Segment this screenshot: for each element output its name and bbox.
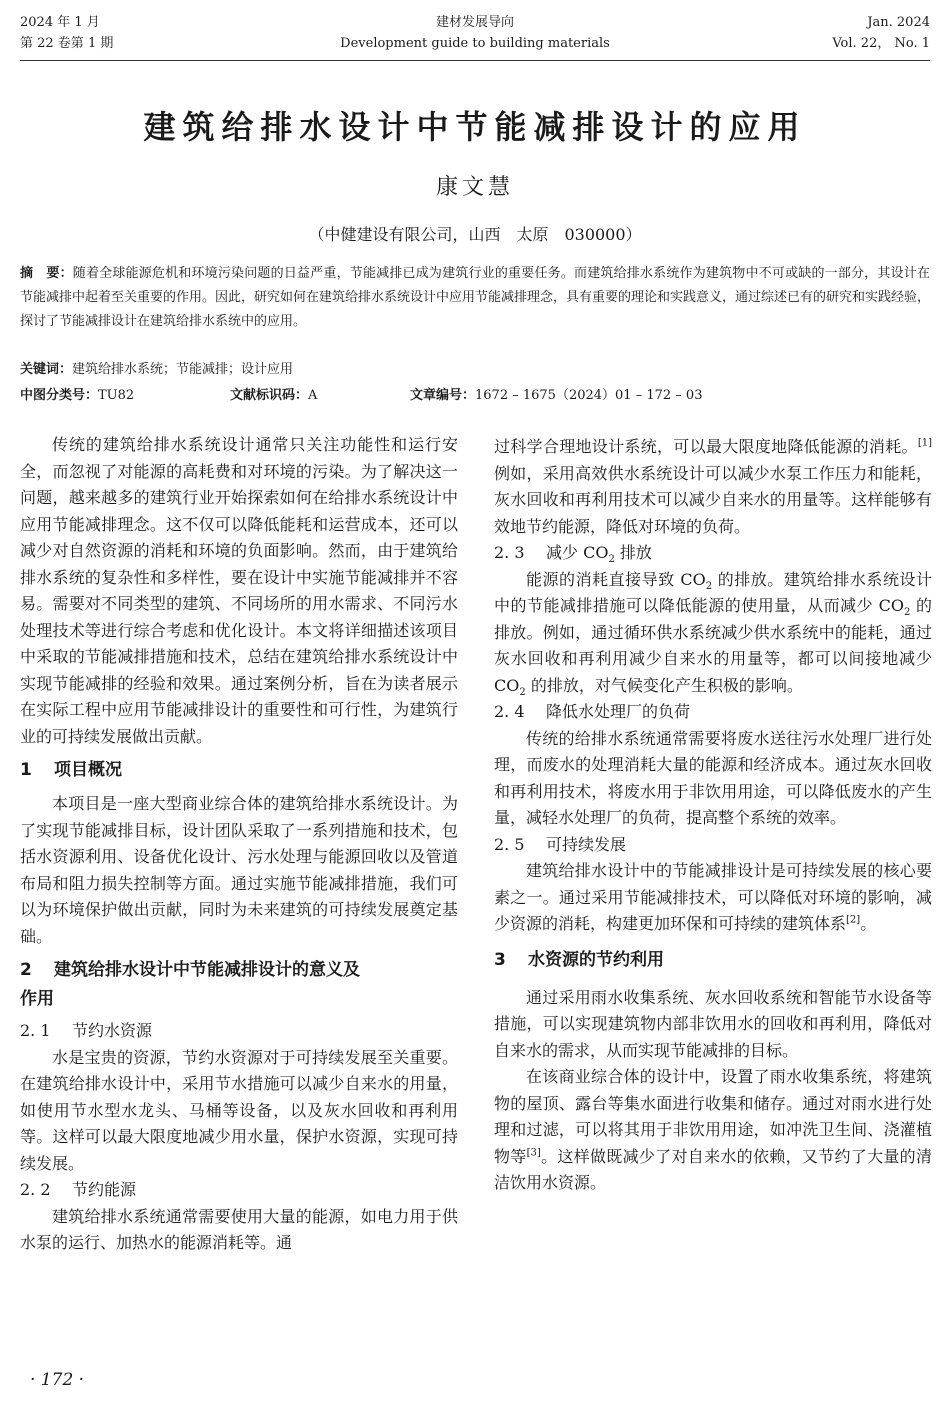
- s23-text-b: 的排放。建筑给排水系统设计中的节能减排措施可以降低能源的使用量，从而减少 CO: [494, 569, 932, 615]
- citation-3: [3]: [526, 1147, 541, 1159]
- section-3-title: 水资源的节约利用: [528, 949, 664, 970]
- section-2-title-line1: 建筑给排水设计中节能减排设计的意义及: [54, 960, 360, 980]
- s23-text-c: 的排放。例如，通过循环供水系统减少供水系统中的能耗，通过灰水回收和再利用减少自来水的用量等，都可以间接地减少 CO: [494, 596, 932, 695]
- keywords: [20, 359, 293, 381]
- header-divider: [20, 60, 930, 61]
- s23-title-a: 减少 CO: [546, 543, 609, 562]
- article-number-label: 文章编号：: [410, 388, 476, 403]
- section-2-2-paragraph-start: 建筑给排水系统通常需要使用大量的能源，如电力用于供水泵的运行、加热水的能源消耗等。通: [20, 1206, 458, 1252]
- section-2-3-number: 2. 3: [494, 543, 525, 562]
- header-date-cn: 2024 年 1 月: [20, 15, 100, 30]
- section-2-4-heading: [494, 699, 932, 726]
- right-column: [494, 434, 932, 1197]
- document-code: [230, 385, 317, 407]
- s23-text-a: 能源的消耗直接导致 CO: [526, 569, 706, 589]
- header-right: [832, 12, 930, 54]
- co2-subscript: 2: [705, 580, 713, 592]
- abstract-text: 随着全球能源危机和环境污染问题的日益严重，节能减排已成为建筑行业的重要任务。而建筑给排水系统作为建筑物中不可或缺的一部分，其设计在节能减排中起着至关重要的作用。因此，研究如何在建筑给排水系统设计中应用节能减排理念，具有重要的理论和实践意义，通过综述已有的研究和实践经验，探讨了节能减排设计在建筑给排水系统中的应用。: [20, 266, 931, 329]
- keywords-text: 建筑给排水系统；节能减排；设计应用: [72, 362, 294, 377]
- section-1-number: 1: [20, 760, 32, 780]
- co2-subscript: 2: [519, 686, 526, 698]
- co2-subscript: 2: [608, 554, 615, 566]
- journal-name-cn: 建材发展导向: [435, 15, 514, 30]
- author-affiliation: （中健建设有限公司，山西 太原 030000）: [308, 225, 642, 244]
- section-2-heading: [20, 956, 458, 1014]
- header-center: [20, 12, 930, 54]
- page-number: · 172 ·: [30, 1370, 85, 1390]
- section-2-3-heading: [494, 540, 932, 567]
- section-3-number: 3: [494, 949, 506, 970]
- left-column: [20, 432, 458, 1257]
- section-2-number: 2: [20, 960, 32, 980]
- section-2-4-paragraph: 传统的给排水系统通常需要将废水送往污水处理厂进行处理，而废水的处理消耗大量的能源和经济成本。通过灰水回收和再利用技术，将废水用于非饮用用途，可以降低废水的产生量，减轻水处理厂的负荷，提高整个系统的效率。: [494, 728, 932, 827]
- section-3-paragraph-2: [494, 1064, 932, 1197]
- section-2-5-paragraph: [494, 858, 932, 938]
- article-title: 建筑给排水设计中节能减排设计的应用: [143, 108, 807, 146]
- s3-text-end: 。这样做既减少了对自来水的依赖，又节约了大量的清洁饮用水资源。: [494, 1146, 932, 1192]
- section-2-2-heading: [20, 1177, 458, 1204]
- section-2-5-title: 可持续发展: [546, 834, 627, 854]
- section-2-5-heading: [494, 832, 932, 859]
- author-name: 康文慧: [435, 175, 514, 200]
- section-1-heading: [20, 756, 458, 785]
- section-1-title: 项目概况: [54, 760, 122, 780]
- s3-text: 在该商业综合体的设计中，设置了雨水收集系统，将建筑物的屋顶、露台等集水面进行收集和储存。通过对雨水进行处理和过滤，可以将其用于非饮用用途，如冲洗卫生间、浇灌植物等: [494, 1067, 932, 1166]
- section-3-paragraph-1: 通过采用雨水收集系统、灰水回收系统和智能节水设备等措施，可以实现建筑物内部非饮用水的回收和再利用，降低对自来水的需求，从而实现节能减排的目标。: [494, 987, 932, 1060]
- section-3-heading: [494, 946, 932, 975]
- doc-code-value: A: [308, 388, 318, 403]
- s22-text-a: 过科学合理地设计系统，可以最大限度地降低能源的消耗。: [494, 437, 918, 456]
- abstract-label: 摘 要：: [20, 266, 73, 281]
- clc-label: 中图分类号：: [20, 388, 99, 403]
- citation-2: [2]: [846, 914, 861, 926]
- section-2-3-paragraph: [494, 567, 932, 700]
- section-2-title-line2: 作用: [20, 989, 54, 1009]
- s23-text-d: 的排放，对气候变化产生积极的影响。: [525, 675, 803, 695]
- header-date-en: Jan. 2024: [867, 15, 930, 30]
- clc-value: TU82: [98, 388, 135, 403]
- section-2-1-heading: [20, 1018, 458, 1045]
- journal-name-en: Development guide to building materials: [340, 36, 610, 51]
- section-2-1-paragraph: 水是宝贵的资源，节约水资源对于可持续发展至关重要。在建筑给排水设计中，采用节水措施可以减少自来水的用量，如使用节水型水龙头、马桶等设备，以及灰水回收和再利用等。这样可以最大限度地减少用水量，保护水资源，实现可持续发展。: [20, 1047, 458, 1173]
- article-number: [410, 385, 702, 407]
- header-volume-en: Vol. 22， No. 1: [832, 36, 930, 51]
- header-volume-cn: 第 22 卷第 1 期: [20, 36, 114, 51]
- co2-subscript: 2: [904, 607, 911, 619]
- section-2-4-number: 2. 4: [494, 702, 525, 721]
- section-2-2-title: 节约能源: [72, 1180, 137, 1199]
- section-2-2-paragraph-cont: [494, 434, 932, 540]
- article-number-value: 1672 – 1675（2024）01 – 172 – 03: [475, 388, 703, 403]
- s25-text: 建筑给排水设计中的节能减排设计是可持续发展的核心要素之一。通过采用节能减排技术，可以降低对环境的影响，减少资源的消耗，构建更加环保和可持续的建筑体系: [494, 861, 932, 933]
- section-1-paragraph: 本项目是一座大型商业综合体的建筑给排水系统设计。为了实现节能减排目标，设计团队采取了一系列措施和技术，包括水资源利用、设备优化设计、污水处理与能源回收以及管道布局和阻力损失控制等方面。通过实施节能减排措施，我们可以为环境保护做出贡献，同时为未来建筑的可持续发展奠定基础。: [20, 794, 458, 946]
- abstract: [20, 262, 930, 334]
- section-2-5-number: 2. 5: [494, 834, 525, 854]
- section-2-1-number: 2. 1: [20, 1021, 51, 1040]
- section-2-1-title: 节约水资源: [72, 1021, 153, 1040]
- section-2-4-title: 降低水处理厂的负荷: [546, 702, 691, 721]
- section-2-2-number: 2. 2: [20, 1180, 51, 1199]
- s25-text-end: 。: [860, 914, 877, 933]
- citation-1: [1]: [917, 437, 932, 449]
- clc-number: [20, 385, 134, 407]
- s22-text-b: 例如，采用高效供水系统设计可以减少水泵工作压力和能耗，灰水回收和再利用技术可以减少自来水的用量等。这样能够有效地节约能源，降低对环境的负荷。: [494, 463, 932, 536]
- doc-code-label: 文献标识码：: [230, 388, 309, 403]
- s23-title-b: 排放: [614, 543, 652, 562]
- intro-paragraph: 传统的建筑给排水系统设计通常只关注功能性和运行安全，而忽视了对能源的高耗费和对环境的污染。为了解决这一问题，越来越多的建筑行业开始探索如何在给排水系统设计中应用节能减排理念。这不仅可以降低能耗和运营成本，还可以减少对自然资源的消耗和环境的负面影响。然而，由于建筑给排水系统的复杂性和多样性，要在设计中实施节能减排并不容易。需要对不同类型的建筑、不同场所的用水需求、不同污水处理技术等进行综合考虑和优化设计。本文将详细描述该项目中采取的节能减排措施和技术，总结在建筑给排水系统设计中实现节能减排的经验和效果。通过案例分析，旨在为读者展示在实际工程中应用节能减排设计的重要性和可行性，为建筑行业的可持续发展做出贡献。: [20, 435, 458, 746]
- keywords-label: 关键词：: [20, 362, 73, 377]
- running-header: [20, 12, 930, 60]
